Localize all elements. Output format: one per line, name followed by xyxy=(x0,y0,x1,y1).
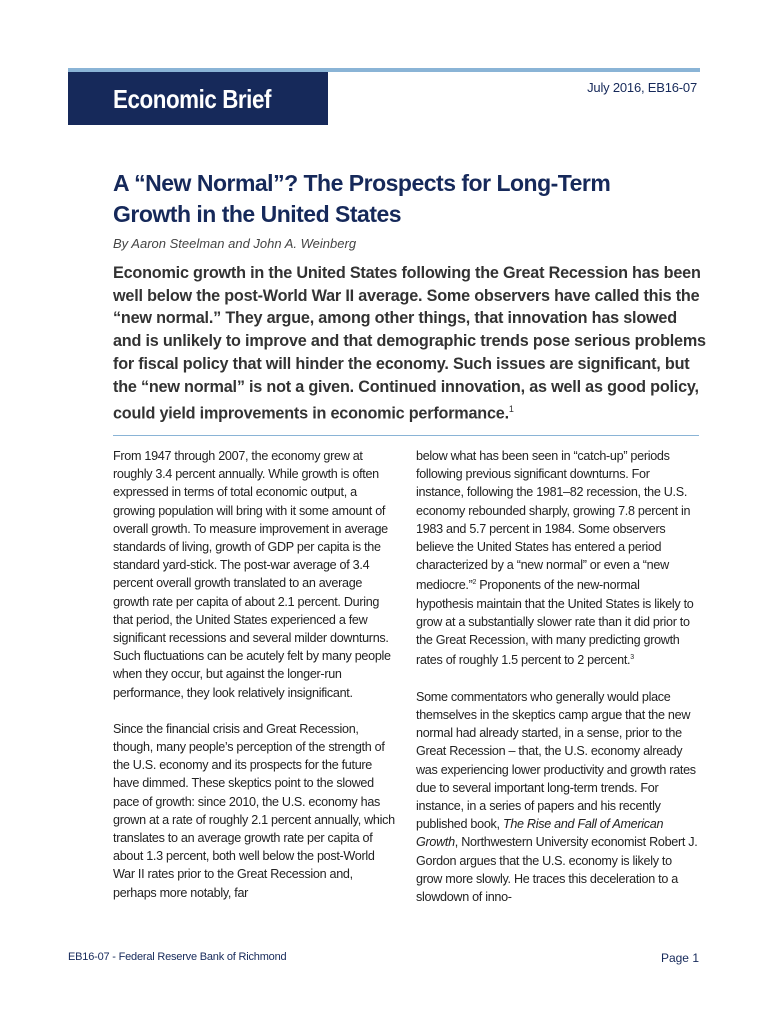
paragraph-text: Some commentators who generally would place themselves in the skeptics camp argue that the new normal had already started, in a sense, prior to the Great Recession – that, the U.S. economy already was experiencing lower productivity and growth rates due to several important long-term trends. For instance, in a series of papers and his recently published book, xyxy=(416,689,696,832)
footnote-ref: 1 xyxy=(508,404,514,415)
footer-source: EB16-07 - Federal Reserve Bank of Richmond xyxy=(68,951,287,963)
article-summary xyxy=(113,262,709,425)
right-column xyxy=(416,447,698,924)
issue-date: July 2016, EB16-07 xyxy=(587,80,697,95)
left-column xyxy=(113,447,395,920)
footnote-ref: 2 xyxy=(472,579,477,587)
paragraph: From 1947 through 2007, the economy grew at roughly 3.4 percent annually. While growth is often expressed in terms of total economic output, a growing population will bring with it some amount of overall growth. To measure improvement in average standards of living, growth of GDP per capita is the standard yard-stick. The post-war average of 3.4 percent overall growth translated to an average growth rate per capita of about 2.1 percent. During that period, the United States experienced a few significant recessions and several milder downturns. Such fluctuations can be acutely felt by many people when they occur, but against the longer-run performance, they look relatively insignificant. xyxy=(113,449,391,700)
publication-title: Economic Brief xyxy=(113,84,271,114)
paragraph-text: below what has been seen in “catch-up” periods following previous significant downturns. For instance, following the 1981–82 recession, the U.S. economy rebounded sharply, growing 7.8 percent in 1983 and 5.7 percent in 1984. Some observers believe the United States has entered a period characterized by a “new normal” or even a “new mediocre.” xyxy=(416,449,691,593)
paragraph-text: , Northwestern University economist Robert J. Gordon argues that the U.S. economy is likely to grow more slowly. He traces this deceleration to a slowdown of inno- xyxy=(416,835,698,905)
book-title: The Rise and Fall of American Growth xyxy=(416,817,664,850)
summary-text: Economic growth in the United States following the Great Recession has been well below the post-World War II average. Some observers have called this the “new normal.” They argue, among other things, that innovation has slowed and is unlikely to improve and that demographic trends pose serious problems for fiscal policy that will hinder the economy. Such issues are significant, but the “new normal” is not a given. Continued innovation, as well as good policy, could yield improvements in economic performance. xyxy=(113,264,706,423)
paragraph xyxy=(416,688,698,906)
paragraph xyxy=(416,447,698,670)
footnote-ref: 3 xyxy=(630,654,634,662)
masthead-banner xyxy=(68,72,328,125)
byline: By Aaron Steelman and John A. Weinberg xyxy=(113,236,357,251)
page-number: Page 1 xyxy=(660,951,699,965)
article-title: A “New Normal”? The Prospects for Long-Term Growth in the United States xyxy=(113,170,611,227)
paragraph: Since the financial crisis and Great Recession, though, many people’s perception of the strength of the U.S. economy and its prospects for the future have dimmed. These skeptics point to the slowed pace of growth: since 2010, the U.S. economy has grown at a rate of roughly 2.1 percent annually, which translates to an average growth rate per capita of about 1.3 percent, both well below the post-World War II rates prior to the Great Recession and, perhaps more notably, far xyxy=(113,721,395,900)
section-divider xyxy=(113,435,699,436)
paragraph-text: Proponents of the new-normal hypothesis maintain that the United States is likely to grow at a substantially slower rate than it did prior to the Great Recession, with many predicting growth rates of roughly 1.5 percent to 2 percent. xyxy=(416,578,694,668)
